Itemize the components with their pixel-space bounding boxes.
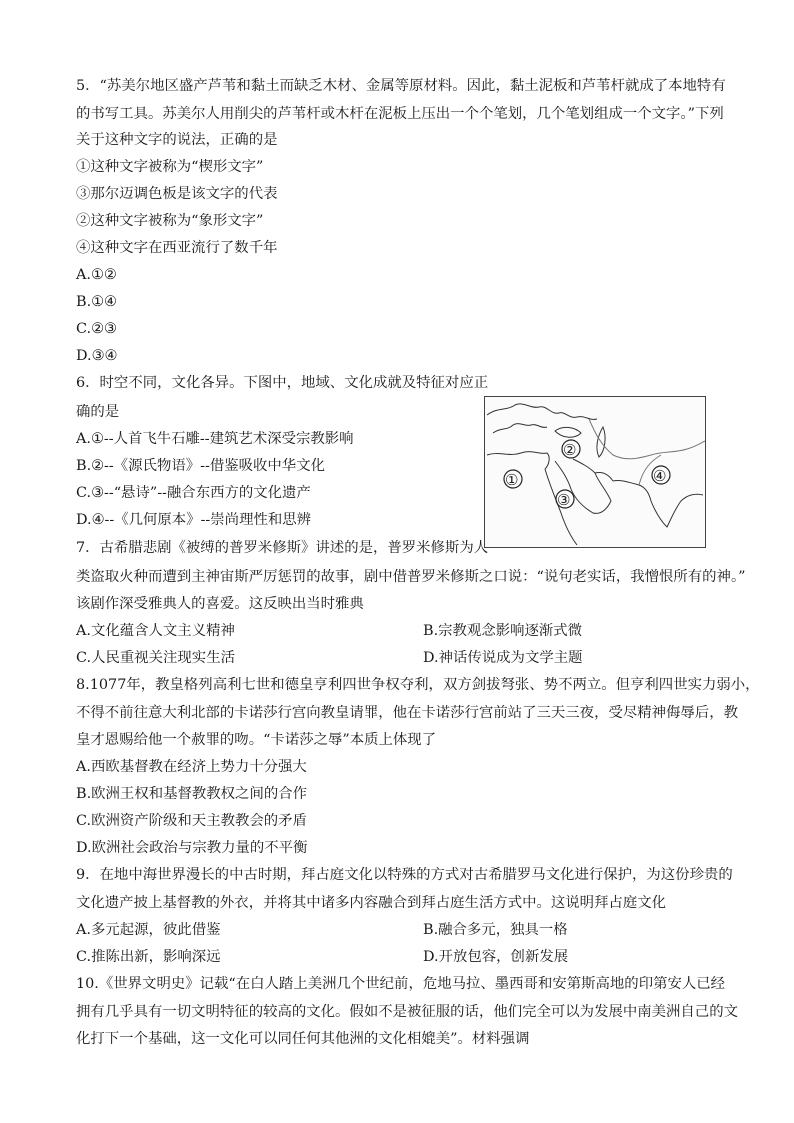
q9-stem-line2: 文化遗产披上基督教的外衣，并将其中诸多内容融合到拜占庭生活方式中。这说明拜占庭文化 xyxy=(76,895,667,911)
map-label-4: ④ xyxy=(653,467,667,485)
q10-stem-line3: 化打下一个基础，这一文化可以同任何其他洲的文化相媲美”。材料强调 xyxy=(76,1031,530,1047)
q9-option-d: D.开放包容，创新发展 xyxy=(423,949,569,965)
q7-stem-line3: 该剧作深受雅典人的喜爱。这反映出当时雅典 xyxy=(76,596,364,612)
q8-option-c: C.欧洲资产阶级和天主教教会的矛盾 xyxy=(76,813,307,829)
q8-option-b: B.欧洲王权和基督教教权之间的合作 xyxy=(76,786,308,802)
q6-option-b: B.②--《源氏物语》--借鉴吸收中华文化 xyxy=(76,458,325,474)
q7-stem-line1: 7．古希腊悲剧《被缚的普罗米修斯》讲述的是，普罗米修斯为人 xyxy=(76,540,489,556)
q6-option-d: D.④--《几何原本》--崇尚理性和思辨 xyxy=(76,512,312,528)
q5-item-2: ②这种文字被称为“象形文字” xyxy=(76,213,264,229)
map-label-2: ② xyxy=(563,441,577,459)
q5-stem-line3: 关于这种文字的说法，正确的是 xyxy=(76,132,278,148)
q9-option-a: A.多元起源，彼此借鉴 xyxy=(76,922,221,938)
q7-option-c: C.人民重视关注现实生活 xyxy=(76,650,235,666)
q9-option-c: C.推陈出新，影响深远 xyxy=(76,949,221,965)
q5-item-3: ③那尔迈调色板是该文字的代表 xyxy=(76,186,278,202)
q10-stem-line2: 拥有几乎具有一切文明特征的较高的文化。假如不是被征服的话，他们完全可以为发展中南美洲自己的文 xyxy=(76,1004,738,1020)
map-drawing xyxy=(485,397,705,547)
q10-stem-line1: 10.《世界文明史》记载“在白人踏上美洲几个世纪前，危地马拉、墨西哥和安第斯高地的印第安人已经 xyxy=(76,976,726,992)
q5-option-d: D.③④ xyxy=(76,348,118,364)
q5-option-b: B.①④ xyxy=(76,294,117,310)
q7-stem-line2: 类盗取火种而遭到主神宙斯严厉惩罚的故事，剧中借普罗米修斯之口说：“说句老实话，我憎恨所有的神。” xyxy=(76,569,746,585)
q8-stem-line3: 皇才恩赐给他一个赦罪的吻。“卡诺莎之辱”本质上体现了 xyxy=(76,732,437,748)
q8-stem-line1: 8.1077年，教皇格列高利七世和德皇亨利四世争权夺利，双方剑拔弩张、势不两立。但亨利四世实力弱小， xyxy=(76,677,760,693)
map-label-3: ③ xyxy=(557,491,571,509)
q5-item-1: ①这种文字被称为“楔形文字” xyxy=(76,159,264,175)
q8-stem-line2: 不得不前往意大利北部的卡诺莎行宫向教皇请罪，他在卡诺莎行宫前站了三天三夜，受尽精神侮辱后，教 xyxy=(76,705,738,721)
q6-stem-line1: 6．时空不同，文化各异。下图中，地域、文化成就及特征对应正 xyxy=(76,375,489,391)
region-markers xyxy=(504,440,670,508)
q7-option-d: D.神话传说成为文学主题 xyxy=(423,650,583,666)
q5-stem-line1: 5．“苏美尔地区盛产芦苇和黏土而缺乏木材、金属等原材料。因此，黏土泥板和芦苇杆就成了本地特有 xyxy=(76,78,726,94)
q9-option-b: B.融合多元，独具一格 xyxy=(423,922,568,938)
q7-option-b: B.宗教观念影响逐渐式微 xyxy=(423,623,583,639)
q5-option-c: C.②③ xyxy=(76,321,117,337)
q6-map-figure xyxy=(484,396,706,548)
q8-option-d: D.欧洲社会政治与宗教力量的不平衡 xyxy=(76,840,308,856)
q6-stem-line2: 确的是 xyxy=(76,404,120,420)
q6-option-c: C.③--“悬诗”--融合东西方的文化遗产 xyxy=(76,485,311,501)
q5-item-4: ④这种文字在西亚流行了数千年 xyxy=(76,240,278,256)
q8-option-a: A.西欧基督教在经济上势力十分强大 xyxy=(76,759,307,775)
map-label-1: ① xyxy=(505,471,519,489)
q5-option-a: A.①② xyxy=(76,267,117,283)
q5-stem-line2: 的书写工具。苏美尔人用削尖的芦苇杆或木杆在泥板上压出一个个笔划，几个笔划组成一个文字。”下列 xyxy=(76,106,724,122)
q6-option-a: A.①--人首飞牛石雕--建筑艺术深受宗教影响 xyxy=(76,431,354,447)
q7-option-a: A.文化蕴含人文主义精神 xyxy=(76,623,235,639)
q9-stem-line1: 9．在地中海世界漫长的中古时期，拜占庭文化以特殊的方式对古希腊罗马文化进行保护，为这份珍贵的 xyxy=(76,867,733,883)
coastlines xyxy=(487,404,705,545)
